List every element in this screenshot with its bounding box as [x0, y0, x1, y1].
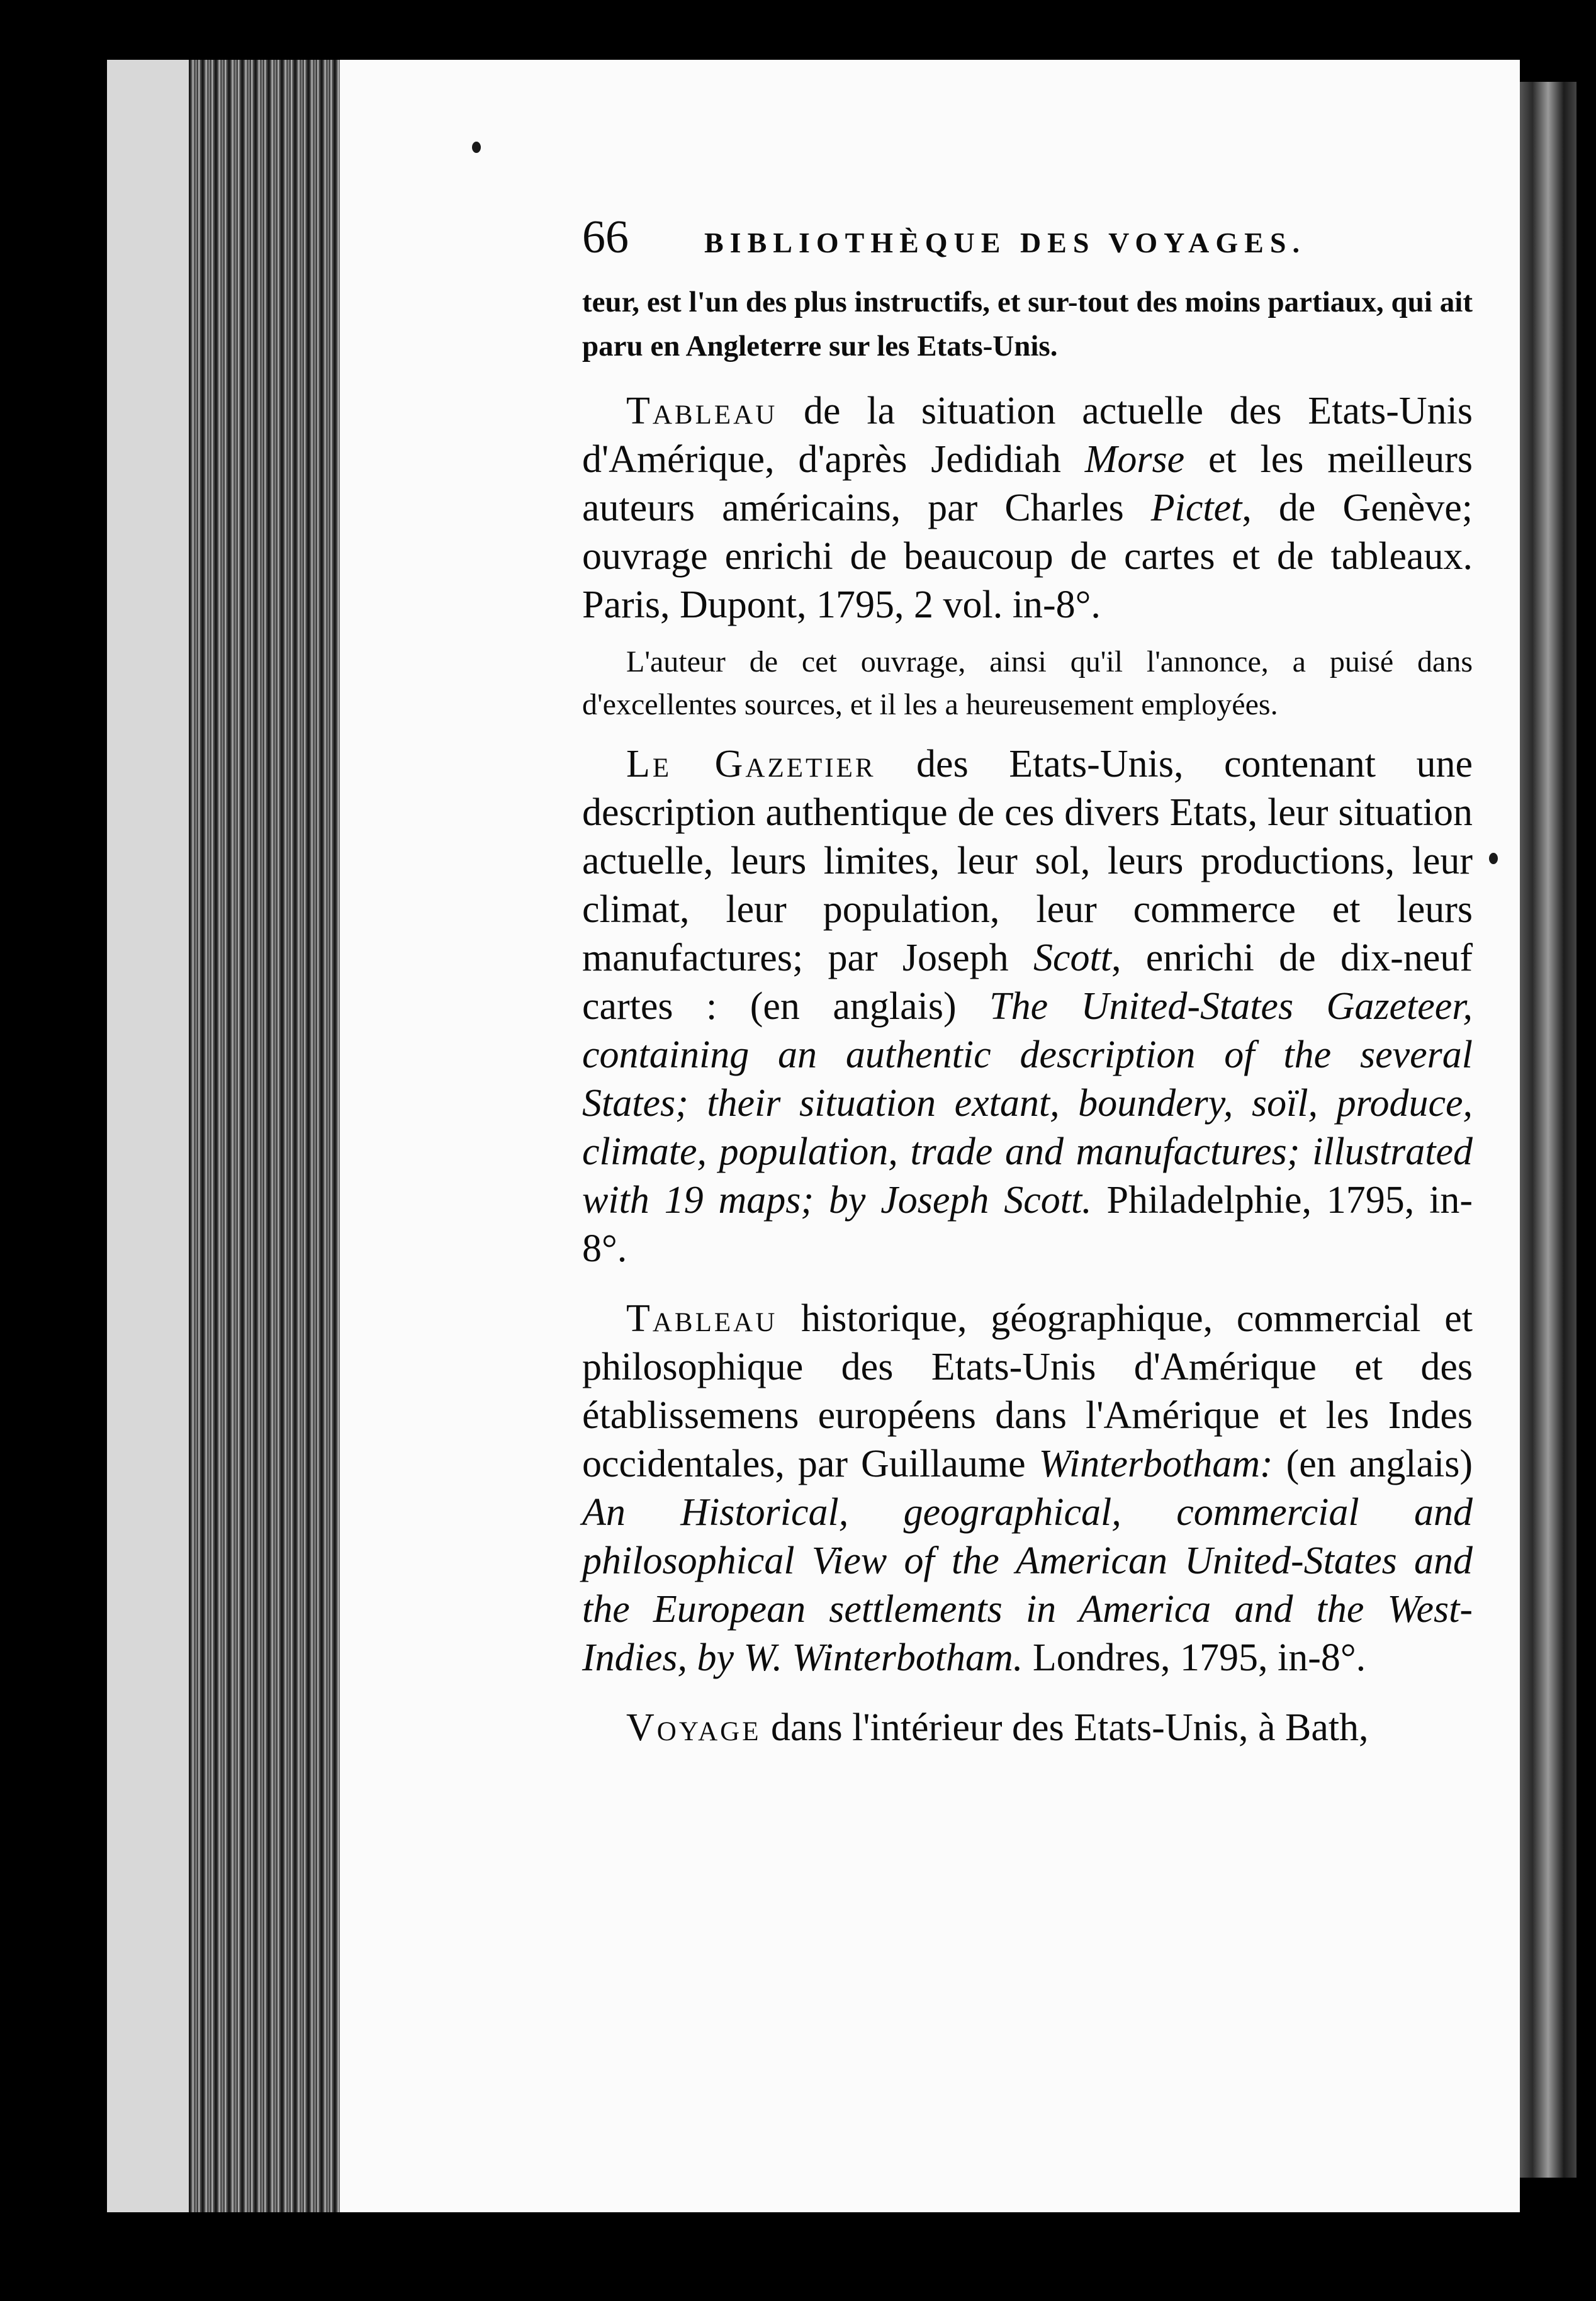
entry-text: historique, géographique, commercial et philosophique des Etats-Unis d'Amérique et des établissemens européens dans l'Amérique et les Indes occidentales, par Guillaume	[582, 1297, 1473, 1485]
entry-lead-word: Tableau	[626, 1297, 778, 1340]
facing-page-edge	[1514, 82, 1576, 2178]
entry-text: , enrichi de dix-neuf cartes : (en anglais)	[582, 937, 1473, 1028]
running-title: BIBLIOTHÈQUE DES VOYAGES.	[704, 227, 1306, 259]
ink-speck	[1489, 853, 1498, 864]
entry-note: L'auteur de cet ouvrage, ainsi qu'il l'annonce, a puisé dans d'excellentes sources, et il les a heureusement employées.	[582, 645, 1473, 721]
entry-text: , de Genève; ouvrage enrichi de beaucoup de cartes et de tableaux. Paris, Dupont, 1795, 2 vol. in-8°.	[582, 487, 1473, 626]
entry-italic: Morse	[1084, 438, 1185, 481]
bibliography-entry	[582, 740, 1473, 1273]
page-text	[582, 211, 1473, 1752]
entry-italic: Pictet	[1150, 487, 1242, 529]
entry-text: (en anglais)	[1273, 1443, 1473, 1485]
bibliography-entry	[582, 387, 1473, 629]
entry-lead-word: Voyage	[626, 1706, 761, 1749]
entry-lead-word: Tableau	[626, 390, 778, 432]
book-fore-edge	[189, 60, 340, 2212]
entry-text: des Etats-Unis, contenant une description authentique de ces divers Etats, leur situation actuelle, leurs limites, leur sol, leurs productions, leur climat, leur population, leur commerce et leurs manufactures; par Joseph	[582, 743, 1473, 979]
entry-text: dans l'intérieur des Etats-Unis, à Bath,	[761, 1706, 1369, 1749]
entry-text: Philadelphie, 1795, in-8°.	[582, 1179, 1473, 1270]
continuation-paragraph: teur, est l'un des plus instructifs, et sur-tout des moins partiaux, qui ait paru en Angleterre sur les Etats-Unis.	[582, 286, 1473, 363]
entry-italic: Scott	[1033, 937, 1111, 979]
entry-italic: The United-States Gazeteer, containing an authentic description of the several States; their situation extant, boundery, soïl, produce, climate, population, trade and manufactures; illustrated with 19 maps; by Joseph Scott.	[582, 985, 1473, 1222]
ink-speck	[472, 142, 481, 153]
entry-text: Londres, 1795, in-8°.	[1023, 1636, 1366, 1679]
entry-text: et les meilleurs auteurs américains, par Charles	[582, 438, 1473, 529]
scan-margin-left	[107, 60, 189, 2212]
book-page	[340, 60, 1520, 2212]
running-head	[582, 211, 1473, 280]
entry-lead-word: Le Gazetier	[626, 743, 876, 785]
bibliography-entry	[582, 1295, 1473, 1682]
entry-text: de la situation actuelle des Etats-Unis d'Amérique, d'après Jedidiah	[582, 390, 1473, 481]
entry-italic: An Historical, geographical, commercial and philosophical View of the American United-States and the European settlements in America and the West-Indies, by W. Winterbotham.	[582, 1491, 1473, 1679]
bibliography-entry	[582, 1704, 1473, 1752]
page-number: 66	[582, 211, 629, 263]
entry-italic: Winterbotham:	[1038, 1443, 1273, 1485]
